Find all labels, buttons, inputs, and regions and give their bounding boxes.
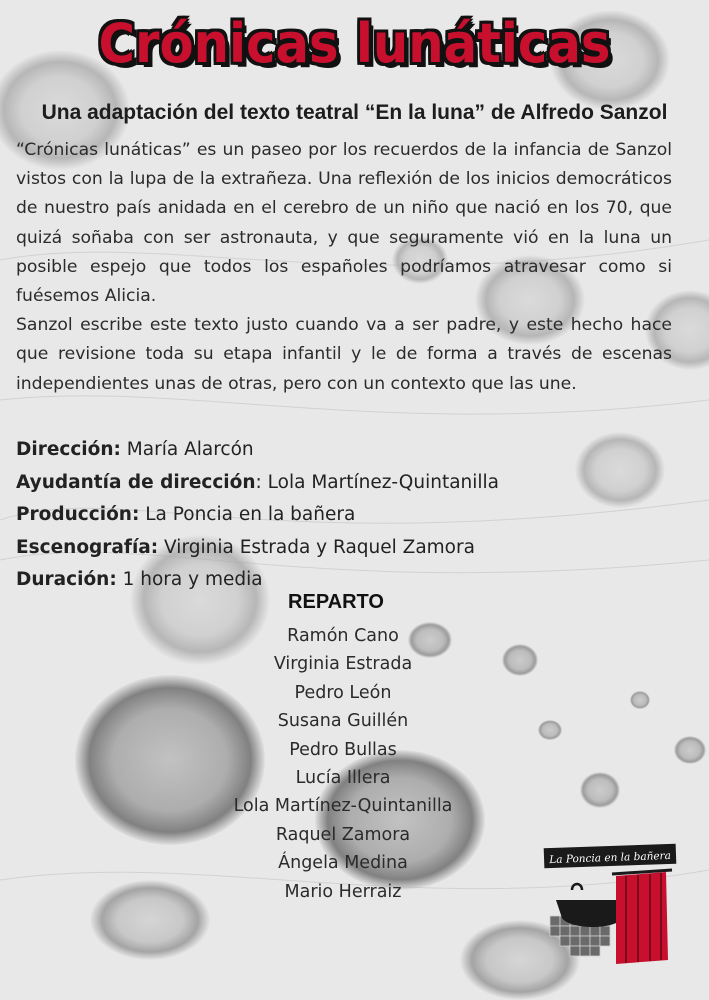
cast-member: Virginia Estrada <box>273 654 413 675</box>
credit-value: La Poncia en la bañera <box>139 504 356 525</box>
cast-member: Lucía Illera <box>295 768 391 789</box>
cast-member: Raquel Zamora <box>275 824 411 845</box>
poster-subtitle: Una adaptación del texto teatral “En la luna” de Alfredo Sanzol <box>41 101 668 124</box>
credit-direction <box>16 434 676 467</box>
cast-member: Pedro León <box>294 682 392 703</box>
cast-member: Lola Martínez-Quintanilla <box>233 796 453 817</box>
credit-label: Producción: <box>16 504 140 525</box>
credit-value: María Alarcón <box>120 439 254 460</box>
logo-lettering: La Poncia en la bañera <box>549 849 672 867</box>
synopsis-paragraph: “Crónicas lunáticas” es un paseo por los recuerdos de la infancia de Sanzol vistos con la lupa de la extrañeza. Una reflexión de los inicios democráticos de nuestro país anidada en el cerebro de un niño que nació en los 70, que quizá soñaba con ser astronauta, y que seguramente vió en la luna un posible espejo que todos los españoles podríamos atravesar como si fuésemos Alicia. <box>16 140 672 307</box>
credit-value: Virginia Estrada y Raquel Zamora <box>158 536 475 558</box>
synopsis-paragraph: Sanzol escribe este texto justo cuando va a ser padre, y este hecho hace que revisione toda su etapa infantil y le de forma a través de escenas independientes unas de otras, pero con un contexto que las une. <box>16 315 672 394</box>
company-logo <box>536 838 686 968</box>
credit-scenography <box>16 532 676 565</box>
cast-member: Pedro Bullas <box>289 739 397 760</box>
credit-production <box>16 499 676 532</box>
credit-assistant-direction <box>16 467 676 500</box>
credit-label: Escenografía: <box>16 536 159 558</box>
credit-value: 1 hora y media <box>116 569 263 590</box>
synopsis <box>16 136 672 399</box>
cast-member: Susana Guillén <box>277 711 409 732</box>
credits-list <box>16 434 676 597</box>
cast-member: Ángela Medina <box>278 853 408 874</box>
cast-member: Ramón Cano <box>287 626 399 646</box>
credit-value: : Lola Martínez-Quintanilla <box>255 471 500 493</box>
credit-label: Ayudantía de dirección <box>16 471 256 493</box>
credit-label: Duración: <box>16 569 117 590</box>
cast-member: Mario Herraiz <box>284 881 402 902</box>
credit-label: Dirección: <box>16 439 121 460</box>
cast-heading: REPARTO <box>288 591 384 613</box>
poster-title: Crónicas lunáticas <box>98 12 611 75</box>
